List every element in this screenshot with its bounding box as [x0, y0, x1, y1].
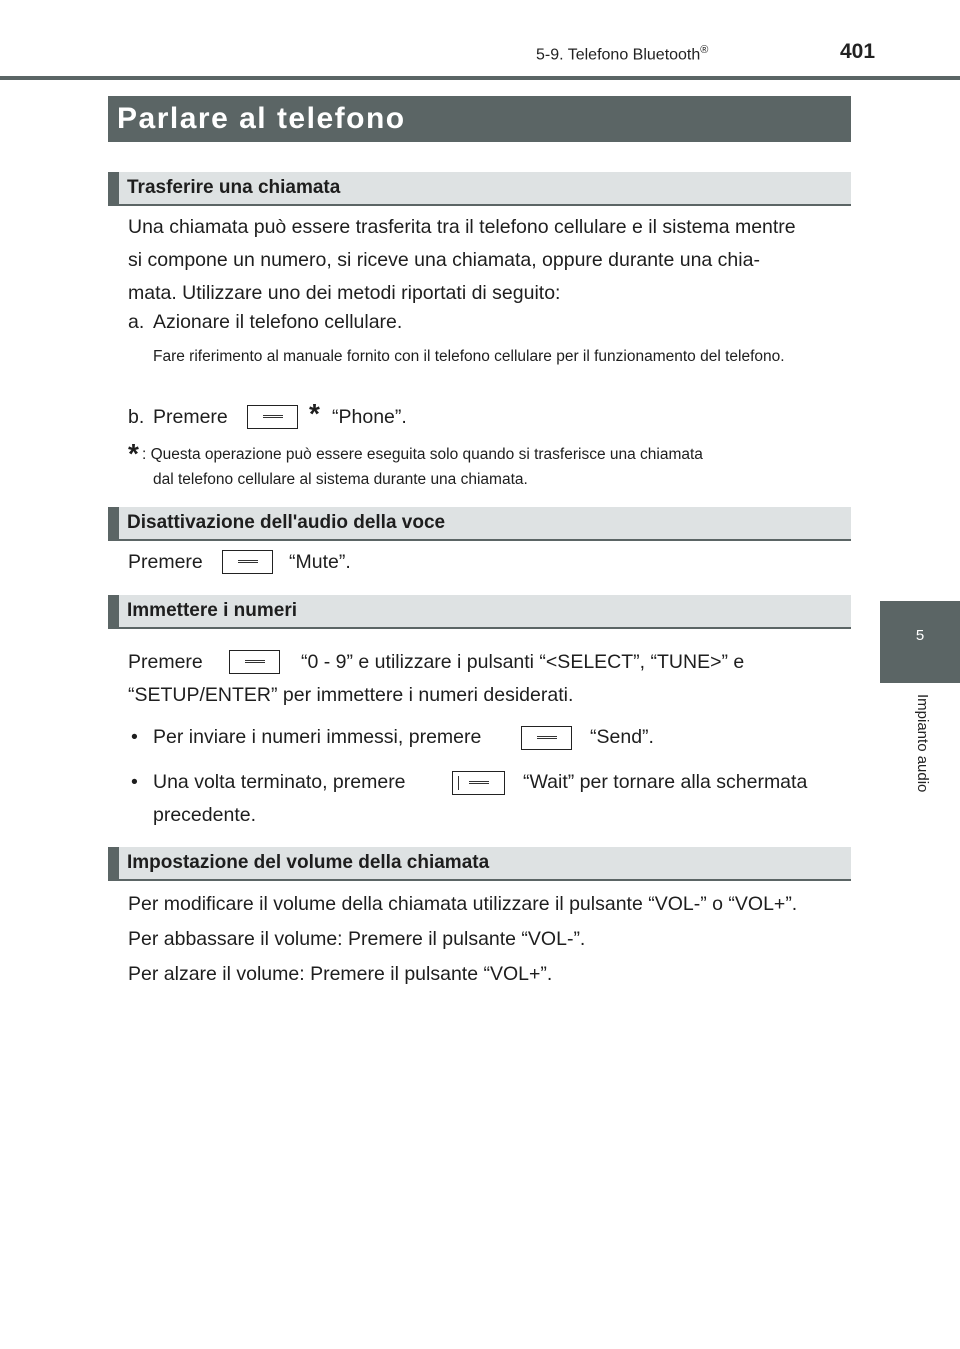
subheading-mute: Disattivazione dell'audio della voce — [108, 507, 851, 541]
transfer-intro-line-2: si compone un numero, si riceve una chiamata, oppure durante una chia- — [128, 249, 760, 271]
numbers-line-2: “SETUP/ENTER” per immettere i numeri desiderati. — [128, 684, 574, 706]
phone-button-icon — [247, 405, 298, 429]
bullet-2-prefix: Una volta terminato, premere — [153, 771, 406, 793]
footnote-line-1: : Questa operazione può essere eseguita solo quando si trasferisce una chiamata — [142, 446, 703, 463]
bullet-1-suffix: “Send”. — [590, 726, 654, 748]
footnote-line-2: dal telefono cellulare al sistema durante una chiamata. — [153, 471, 528, 488]
item-a-note: Fare riferimento al manuale fornito con il telefono cellulare per il funzionamento del telefono. — [153, 348, 785, 365]
page-title: Parlare al telefono — [108, 96, 851, 142]
bullet-2-line-2: precedente. — [153, 804, 256, 826]
section-title: 5-9. Telefono Bluetooth — [536, 46, 701, 64]
subheading-volume: Impostazione del volume della chiamata — [108, 847, 851, 881]
page-number: 401 — [840, 40, 876, 63]
subheading-numbers: Immettere i numeri — [108, 595, 851, 629]
item-a-text: Azionare il telefono cellulare. — [153, 311, 403, 333]
footnote-marker: * — [128, 438, 139, 469]
numbers-line-1: “0 - 9” e utilizzare i pulsanti “<SELECT”, “TUNE>” e — [301, 651, 745, 673]
mute-button-icon — [222, 550, 273, 574]
item-a-marker: a. — [128, 311, 145, 333]
item-b-prefix: Premere — [153, 406, 228, 428]
mute-prefix: Premere — [128, 551, 203, 573]
item-b-marker: b. — [128, 406, 145, 428]
bullet-2-suffix: “Wait” per tornare alla schermata — [523, 771, 808, 793]
mute-suffix: “Mute”. — [289, 551, 351, 573]
bullet-1-marker: • — [131, 726, 138, 748]
volume-line-2: Per abbassare il volume: Premere il pulsante “VOL-”. — [128, 928, 586, 950]
keypad-button-icon — [229, 650, 280, 674]
bullet-1-prefix: Per inviare i numeri immessi, premere — [153, 726, 482, 748]
chapter-number: 5 — [915, 627, 925, 644]
subheading-transfer: Trasferire una chiamata — [108, 172, 851, 206]
transfer-intro-line-1: Una chiamata può essere trasferita tra il telefono cellulare e il sistema mentre — [128, 216, 796, 238]
numbers-prefix: Premere — [128, 651, 203, 673]
volume-line-3: Per alzare il volume: Premere il pulsante “VOL+”. — [128, 963, 553, 985]
header-divider — [0, 76, 960, 80]
transfer-intro-line-3: mata. Utilizzare uno dei metodi riportati di seguito: — [128, 282, 561, 304]
bullet-2-marker: • — [131, 771, 138, 793]
running-header — [536, 44, 708, 64]
chapter-title: Impianto audio — [914, 694, 931, 793]
registered-mark: ® — [700, 44, 709, 56]
asterisk-mark: * — [309, 398, 320, 429]
volume-line-1: Per modificare il volume della chiamata utilizzare il pulsante “VOL-” o “VOL+”. — [128, 893, 798, 915]
wait-button-icon — [452, 771, 505, 795]
send-button-icon — [521, 726, 572, 750]
item-b-suffix: “Phone”. — [332, 406, 407, 428]
